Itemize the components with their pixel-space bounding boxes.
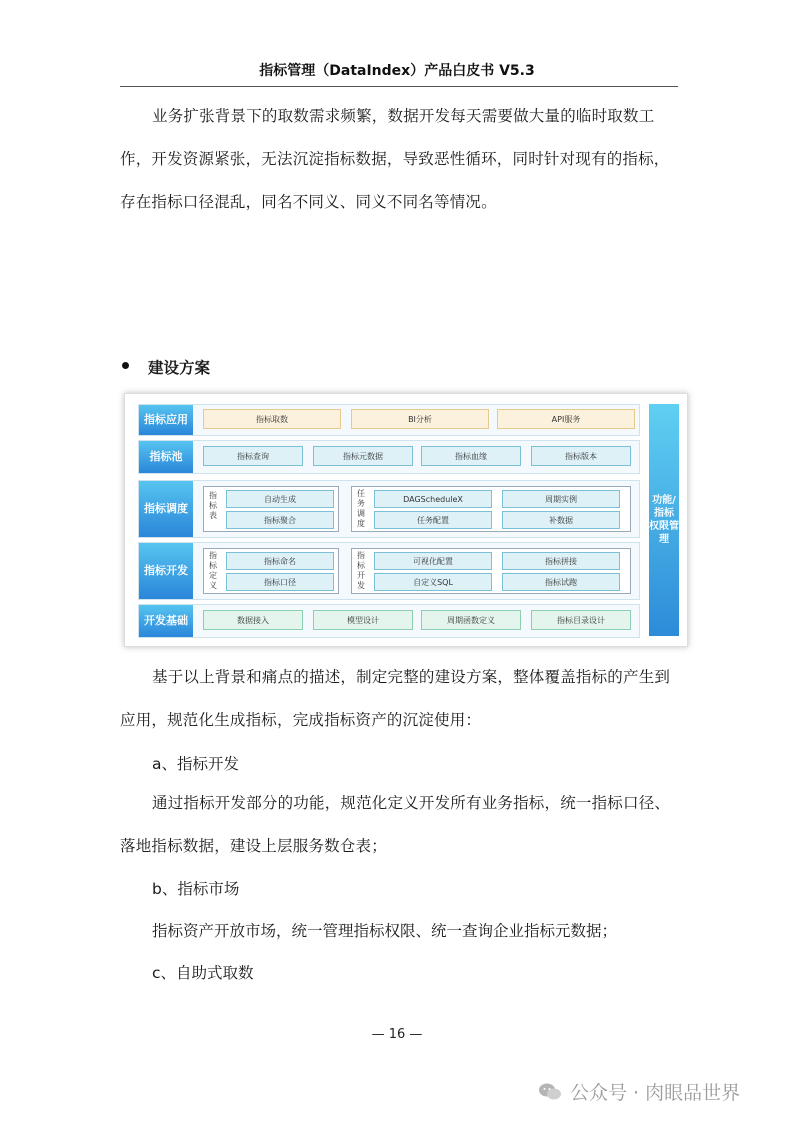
cell-schedule-left-1: 指标聚合: [226, 511, 334, 529]
cell-base-3: 指标目录设计: [531, 610, 631, 630]
layer-label-schedule: 指标调度: [139, 481, 193, 537]
cell-pool-3: 指标版本: [531, 446, 631, 466]
cell-schedule-left-0: 自动生成: [226, 490, 334, 508]
cell-develop-right-3: 指标试跑: [502, 573, 620, 591]
page-number: — 16 —: [371, 1027, 423, 1042]
body-paragraph: 基于以上背景和痛点的描述，制定完整的建设方案，整体覆盖指标的产生到应用，规范化生成指标，完成指标资产的沉淀使用：: [120, 668, 671, 729]
cell-base-0: 数据接入: [203, 610, 303, 630]
intro-paragraph: 业务扩张背景下的取数需求频繁，数据开发每天需要做大量的临时取数工作，开发资源紧张，无法沉淀指标数据，导致恶性循环，同时针对现有的指标，存在指标口径混乱，同名不同义、同义不同名等情况。: [120, 107, 670, 211]
layer-application: [138, 404, 640, 436]
document-header-title: 指标管理（DataIndex）产品白皮书 V5.3: [259, 63, 535, 79]
layer-label-pool: 指标池: [139, 441, 193, 473]
cell-develop-right-2: 自定义SQL: [374, 573, 492, 591]
item-b-text: 指标资产开放市场，统一管理指标权限、统一查询企业指标元数据；: [152, 922, 618, 940]
cell-schedule-right-2: 任务配置: [374, 511, 492, 529]
subgroup-title-index-definition: 指标定义: [209, 551, 217, 590]
architecture-diagram: [124, 393, 688, 647]
layer-label-application: 指标应用: [139, 405, 193, 435]
section-bullet-icon: [122, 362, 129, 369]
subgroup-task-schedule: [351, 486, 631, 532]
cell-develop-right-0: 可视化配置: [374, 552, 492, 570]
layer-schedule: [138, 480, 640, 538]
layer-base: [138, 604, 640, 638]
subgroup-index-develop: [351, 548, 631, 594]
subgroup-index-definition: [203, 548, 339, 594]
subgroup-index-table: [203, 486, 339, 532]
side-permission-bar: 功能/指标 权限管理: [649, 404, 679, 636]
cell-app-1: BI分析: [351, 409, 489, 429]
layer-pool: [138, 440, 640, 474]
cell-base-1: 模型设计: [313, 610, 413, 630]
header-divider: [120, 86, 678, 87]
cell-pool-2: 指标血缘: [421, 446, 521, 466]
cell-pool-0: 指标查询: [203, 446, 303, 466]
item-b-title: b、指标市场: [152, 880, 240, 898]
cell-schedule-right-3: 补数据: [502, 511, 620, 529]
cell-pool-1: 指标元数据: [313, 446, 413, 466]
footer-brand-text: 公众号 · 肉眼品世界: [570, 1082, 741, 1104]
subgroup-title-index-table: 指标表: [209, 491, 217, 520]
layer-label-base: 开发基础: [139, 605, 193, 637]
wechat-icon: [538, 1082, 562, 1102]
item-a-text: 通过指标开发部分的功能，规范化定义开发所有业务指标，统一指标口径、落地指标数据，建设上层服务数仓表；: [120, 794, 671, 855]
footer-brand: [538, 1078, 740, 1105]
layer-label-develop: 指标开发: [139, 543, 193, 599]
cell-base-2: 周期函数定义: [421, 610, 521, 630]
cell-app-2: API服务: [497, 409, 635, 429]
cell-schedule-right-1: 周期实例: [502, 490, 620, 508]
cell-develop-left-1: 指标口径: [226, 573, 334, 591]
cell-schedule-right-0: DAGScheduleX: [374, 490, 492, 508]
cell-app-0: 指标取数: [203, 409, 341, 429]
item-a-title: a、指标开发: [152, 755, 239, 773]
layer-develop: [138, 542, 640, 600]
cell-develop-right-1: 指标拼接: [502, 552, 620, 570]
subgroup-title-task-schedule: 任务调度: [357, 489, 365, 528]
subgroup-title-index-develop: 指标开发: [357, 551, 365, 590]
cell-develop-left-0: 指标命名: [226, 552, 334, 570]
section-title: 建设方案: [148, 359, 211, 377]
item-c-title: c、自助式取数: [152, 964, 254, 982]
